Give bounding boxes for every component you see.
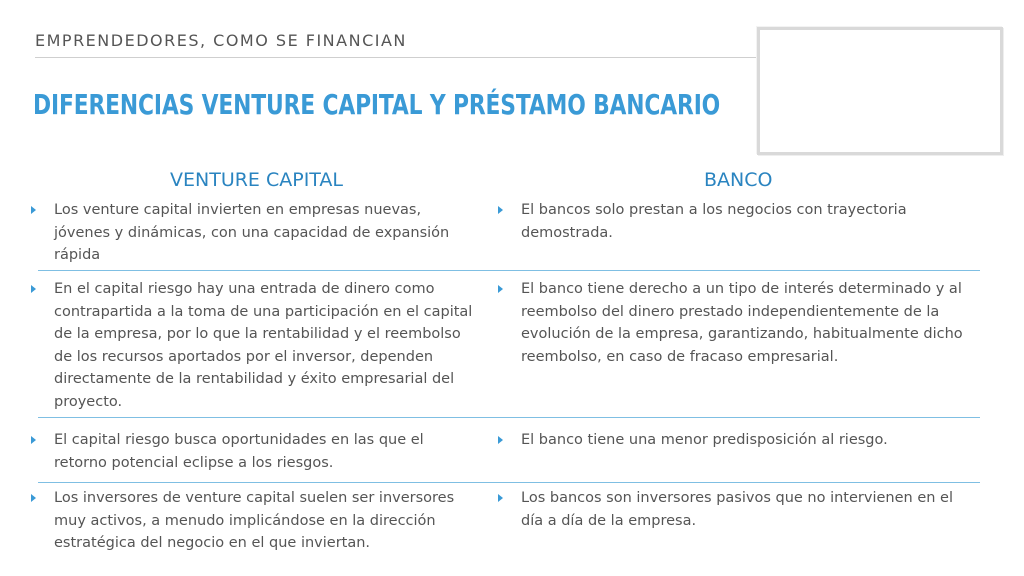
- image-placeholder-frame: [757, 27, 1003, 155]
- banco-point: El banco tiene una menor predisposición al riesgo.: [521, 432, 888, 448]
- bullet-arrow-icon: [498, 206, 503, 214]
- kicker-divider: [35, 57, 757, 58]
- slide-kicker: EMPRENDEDORES, COMO SE FINANCIAN: [35, 31, 407, 50]
- venture-capital-point: En el capital riesgo hay una entrada de dinero como contrapartida a la toma de una participación en el capital de la empresa, por lo que la rentabilidad y el reembolso de los recursos aportados por el inversor, dependen directamente de la rentabilidad y éxito empresarial del proyecto.: [54, 281, 473, 410]
- bullet-arrow-icon: [31, 285, 36, 293]
- venture-capital-point: El capital riesgo busca oportunidades en las que el retorno potencial eclipse a los riesgos.: [54, 432, 424, 471]
- banco-point: El banco tiene derecho a un tipo de interés determinado y al reembolso del dinero prestado independientemente de la evolución de la empresa, garantizando, habitualmente dicho reembolso, en caso de fracaso empresarial.: [521, 281, 963, 365]
- column-heading-venture-capital: VENTURE CAPITAL: [170, 169, 344, 191]
- row-divider: [38, 417, 980, 418]
- slide-title: DIFERENCIAS VENTURE CAPITAL Y PRÉSTAMO BANCARIO: [33, 88, 721, 121]
- venture-capital-point: Los venture capital invierten en empresas nuevas, jóvenes y dinámicas, con una capacidad de expansión rápida: [54, 202, 450, 263]
- row-divider: [38, 270, 980, 271]
- column-heading-banco: BANCO: [704, 169, 773, 191]
- bullet-arrow-icon: [498, 494, 503, 502]
- bullet-arrow-icon: [498, 285, 503, 293]
- bullet-arrow-icon: [31, 494, 36, 502]
- banco-point: El bancos solo prestan a los negocios con trayectoria demostrada.: [521, 202, 907, 241]
- bullet-arrow-icon: [31, 206, 36, 214]
- banco-point: Los bancos son inversores pasivos que no intervienen en el día a día de la empresa.: [521, 490, 953, 529]
- bullet-arrow-icon: [31, 436, 36, 444]
- bullet-arrow-icon: [498, 436, 503, 444]
- row-divider: [38, 482, 980, 483]
- venture-capital-point: Los inversores de venture capital suelen ser inversores muy activos, a menudo implicándose en la dirección estratégica del negocio en el que inviertan.: [54, 490, 455, 551]
